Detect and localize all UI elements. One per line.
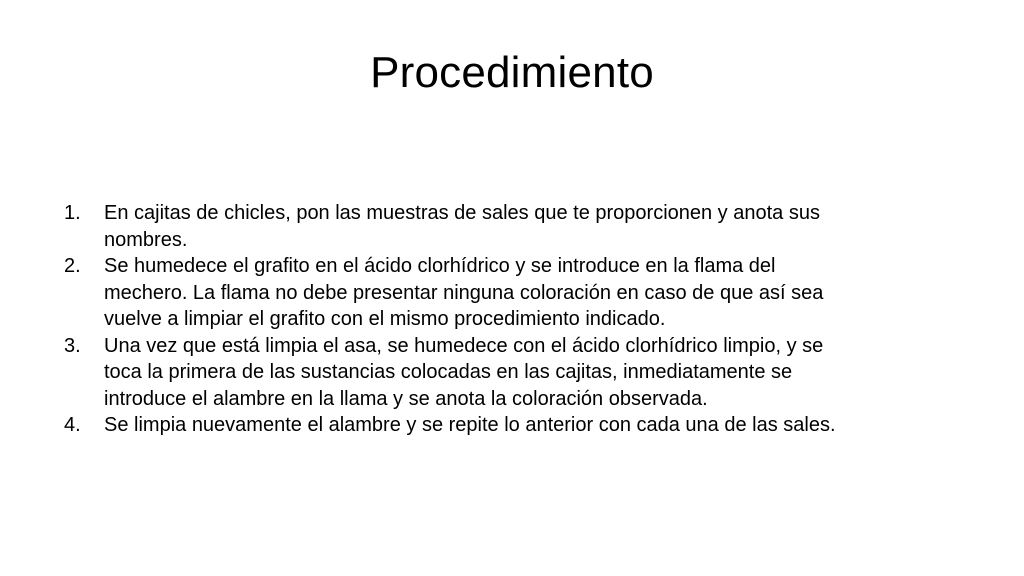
step-number: 3. xyxy=(64,334,81,357)
list-item xyxy=(64,333,864,413)
list-item xyxy=(64,253,864,333)
procedure-steps-list xyxy=(64,200,864,439)
step-number: 1. xyxy=(64,202,81,224)
list-item xyxy=(64,200,864,253)
step-text: Una vez que está limpia el asa, se humedece con el ácido clorhídrico limpio, y se toca la primera de las sustancias colocadas en las cajitas, inmediatamente se introduce el alambre en la llama y se anota la coloración observada. xyxy=(104,334,824,410)
slide-title: Procedimiento xyxy=(370,48,654,97)
step-text: Se humedece el grafito en el ácido clorhídrico y se introduce en la flama del mechero. La flama no debe presentar ninguna coloración en caso de que así sea vuelve a limpiar el grafito con el mismo procedimiento indicado. xyxy=(104,255,824,330)
step-text: Se limpia nuevamente el alambre y se repite lo anterior con cada una de las sales. xyxy=(104,414,836,436)
step-text: En cajitas de chicles, pon las muestras de sales que te proporcionen y anota sus nombres. xyxy=(104,202,820,251)
step-number: 2. xyxy=(64,255,81,277)
step-number: 4. xyxy=(64,414,81,436)
list-item xyxy=(64,412,864,439)
